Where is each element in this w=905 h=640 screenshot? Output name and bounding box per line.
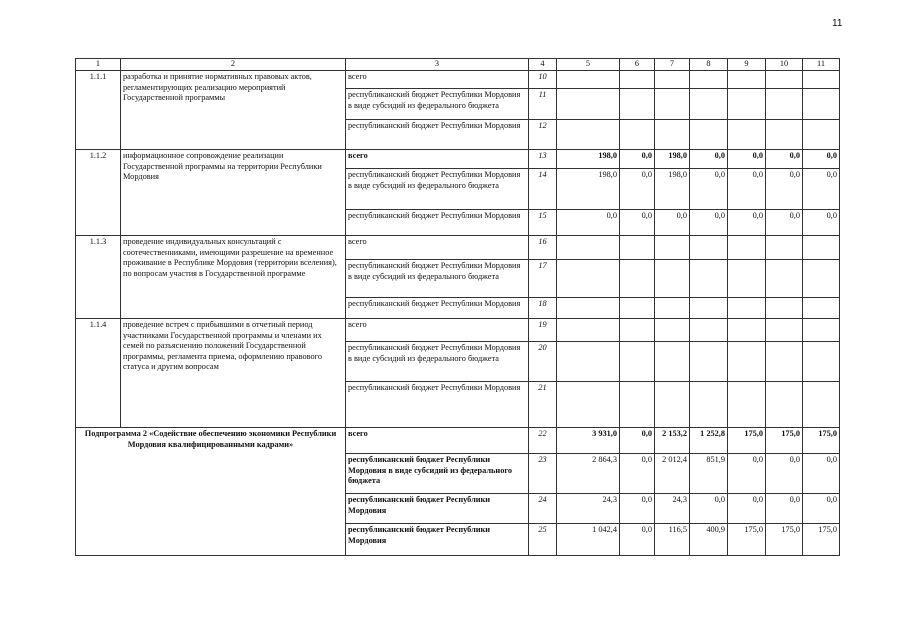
value-cell: 2 864,3 [557,454,620,494]
source-cell: республиканский бюджет Республики Мордовия [346,382,529,428]
value-cell [655,382,690,428]
value-cell [620,342,655,382]
source-cell: республиканский бюджет Республики Мордовия [346,494,529,524]
page-number: 11 [832,18,843,29]
value-cell: 3 931,0 [557,428,620,454]
value-cell [766,260,803,298]
row-number-cell: 23 [529,454,557,494]
row-number-cell: 24 [529,494,557,524]
value-cell [557,89,620,120]
source-cell: республиканский бюджет Республики Мордовия [346,524,529,556]
value-cell [728,120,766,150]
value-cell [728,382,766,428]
row-number-cell: 19 [529,319,557,342]
value-cell: 0,0 [728,454,766,494]
value-cell [803,342,840,382]
table-row [76,428,840,454]
value-cell: 1 042,4 [557,524,620,556]
source-cell: всего [346,236,529,260]
value-cell: 0,0 [803,169,840,210]
header-cell: 5 [557,59,620,71]
value-cell: 0,0 [620,210,655,236]
header-cell: 6 [620,59,655,71]
value-cell [557,71,620,89]
value-cell: 0,0 [690,169,728,210]
value-cell [690,319,728,342]
value-cell [803,382,840,428]
value-cell: 24,3 [655,494,690,524]
value-cell [620,120,655,150]
value-cell: 0,0 [620,428,655,454]
header-cell: 9 [728,59,766,71]
value-cell: 0,0 [690,494,728,524]
table-row [76,150,840,169]
value-cell [728,298,766,319]
value-cell: 0,0 [690,150,728,169]
value-cell [766,120,803,150]
item-code: 1.1.2 [76,150,121,236]
row-number-cell: 17 [529,260,557,298]
value-cell: 175,0 [728,428,766,454]
header-cell: 8 [690,59,728,71]
value-cell [803,319,840,342]
item-title: информационное сопровождение реализации Государственной программы на территории Республики Мордовия [121,150,346,236]
value-cell [557,382,620,428]
value-cell [557,298,620,319]
item-code: 1.1.3 [76,236,121,319]
value-cell [655,89,690,120]
source-cell: всего [346,319,529,342]
row-number-cell: 14 [529,169,557,210]
source-cell: всего [346,71,529,89]
value-cell [620,71,655,89]
value-cell: 116,5 [655,524,690,556]
value-cell: 0,0 [803,454,840,494]
value-cell [690,71,728,89]
value-cell [557,120,620,150]
header-cell: 4 [529,59,557,71]
subprogram-title: Подпрограмма 2 «Содействие обеспечению экономики Республики Мордовия квалифицированными кадрами» [76,428,346,556]
value-cell [728,236,766,260]
value-cell [557,236,620,260]
value-cell: 0,0 [728,494,766,524]
header-cell: 10 [766,59,803,71]
value-cell: 0,0 [620,454,655,494]
header-cell: 11 [803,59,840,71]
value-cell: 0,0 [728,169,766,210]
row-number-cell: 11 [529,89,557,120]
source-cell: республиканский бюджет Республики Мордовия в виде субсидий из федерального бюджета [346,89,529,120]
value-cell [655,236,690,260]
value-cell [557,342,620,382]
value-cell [655,298,690,319]
value-cell [690,260,728,298]
value-cell [803,260,840,298]
value-cell [690,236,728,260]
value-cell [728,89,766,120]
source-cell: всего [346,428,529,454]
value-cell: 2 012,4 [655,454,690,494]
value-cell: 198,0 [557,150,620,169]
value-cell [766,298,803,319]
value-cell [728,260,766,298]
value-cell [655,120,690,150]
source-cell: республиканский бюджет Республики Мордовия в виде субсидий из федерального бюджета [346,454,529,494]
header-row [76,59,840,71]
row-number-cell: 10 [529,71,557,89]
value-cell: 198,0 [557,169,620,210]
table-row [76,236,840,260]
value-cell [620,89,655,120]
value-cell: 0,0 [620,524,655,556]
row-number-cell: 15 [529,210,557,236]
value-cell: 0,0 [620,494,655,524]
row-number-cell: 21 [529,382,557,428]
value-cell [803,89,840,120]
value-cell: 0,0 [803,494,840,524]
value-cell: 851,9 [690,454,728,494]
item-title: проведение встреч с прибывшими в отчетный период участниками Государственной программы и членами их семей по разъяснению положений Государственной программы, регламента приема, оформлению правового статуса и другим вопросам [121,319,346,428]
value-cell: 0,0 [655,210,690,236]
value-cell: 2 153,2 [655,428,690,454]
value-cell: 0,0 [557,210,620,236]
table-row [76,319,840,342]
value-cell: 0,0 [766,494,803,524]
table-row [76,71,840,89]
value-cell [766,89,803,120]
value-cell [655,71,690,89]
value-cell [690,382,728,428]
value-cell: 0,0 [620,169,655,210]
item-title: проведение индивидуальных консультаций с соотечественниками, имеющими разрешение на временное проживание в Республике Мордовия (территории вселения), по вопросам участия в Государственной программе [121,236,346,319]
value-cell [655,319,690,342]
value-cell [620,382,655,428]
value-cell [728,71,766,89]
value-cell [690,342,728,382]
value-cell [620,260,655,298]
value-cell [620,319,655,342]
value-cell: 0,0 [766,454,803,494]
source-cell: республиканский бюджет Республики Мордовия в виде субсидий из федерального бюджета [346,342,529,382]
row-number-cell: 20 [529,342,557,382]
value-cell [803,71,840,89]
value-cell [557,319,620,342]
value-cell [620,236,655,260]
value-cell [766,319,803,342]
value-cell: 0,0 [766,150,803,169]
value-cell: 198,0 [655,150,690,169]
source-cell: всего [346,150,529,169]
row-number-cell: 13 [529,150,557,169]
source-cell: республиканский бюджет Республики Мордовия [346,120,529,150]
value-cell: 0,0 [620,150,655,169]
budget-table [75,58,840,556]
header-cell: 1 [76,59,121,71]
row-number-cell: 12 [529,120,557,150]
value-cell [728,319,766,342]
item-title: разработка и принятие нормативных правовых актов, регламентирующих реализацию мероприятий Государственной программы [121,71,346,150]
value-cell: 175,0 [728,524,766,556]
value-cell: 24,3 [557,494,620,524]
value-cell [690,120,728,150]
header-cell: 7 [655,59,690,71]
source-cell: республиканский бюджет Республики Мордовия [346,210,529,236]
value-cell [766,71,803,89]
item-code: 1.1.4 [76,319,121,428]
value-cell [803,298,840,319]
value-cell [620,298,655,319]
value-cell [690,89,728,120]
value-cell [728,342,766,382]
value-cell [803,120,840,150]
row-number-cell: 18 [529,298,557,319]
value-cell [690,298,728,319]
source-cell: республиканский бюджет Республики Мордовия [346,298,529,319]
value-cell [803,236,840,260]
value-cell [655,260,690,298]
value-cell: 175,0 [803,524,840,556]
value-cell: 0,0 [728,210,766,236]
value-cell: 175,0 [803,428,840,454]
value-cell [655,342,690,382]
value-cell: 0,0 [803,210,840,236]
value-cell [766,236,803,260]
value-cell [557,260,620,298]
value-cell: 0,0 [766,169,803,210]
value-cell: 175,0 [766,524,803,556]
value-cell: 0,0 [766,210,803,236]
source-cell: республиканский бюджет Республики Мордовия в виде субсидий из федерального бюджета [346,260,529,298]
value-cell [766,382,803,428]
value-cell: 0,0 [803,150,840,169]
value-cell: 0,0 [690,210,728,236]
row-number-cell: 22 [529,428,557,454]
row-number-cell: 25 [529,524,557,556]
value-cell: 400,9 [690,524,728,556]
value-cell: 1 252,8 [690,428,728,454]
item-code: 1.1.1 [76,71,121,150]
header-cell: 2 [121,59,346,71]
value-cell: 175,0 [766,428,803,454]
header-cell: 3 [346,59,529,71]
value-cell [766,342,803,382]
value-cell: 198,0 [655,169,690,210]
value-cell: 0,0 [728,150,766,169]
row-number-cell: 16 [529,236,557,260]
source-cell: республиканский бюджет Республики Мордовия в виде субсидий из федерального бюджета [346,169,529,210]
